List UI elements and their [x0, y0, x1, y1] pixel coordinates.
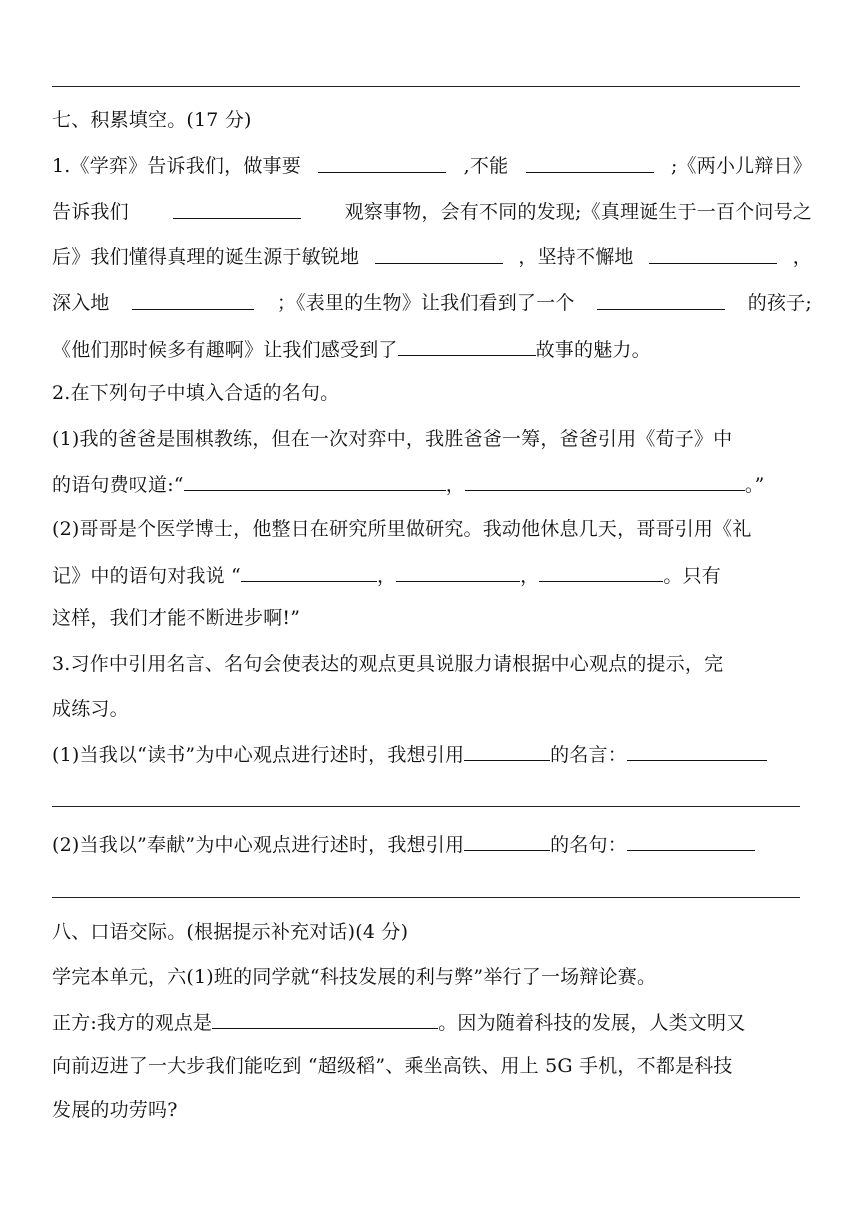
- fill-blank[interactable]: [464, 742, 550, 761]
- section-8-heading: 八、口语交际。(根据提示补充对话)(4 分): [52, 921, 409, 943]
- q3-text: 的名言：: [550, 744, 627, 766]
- q2-sub1-line-1: [52, 427, 812, 451]
- q2-text: (1)我的爸爸是围棋教练，但在一次对弈中，我胜爸爸一筹，爸爸引用《荀子》中: [52, 428, 733, 450]
- q3-text: 的名句：: [550, 834, 627, 856]
- fill-blank[interactable]: [627, 832, 755, 851]
- fill-blank[interactable]: [627, 742, 767, 761]
- fill-blank[interactable]: [539, 563, 663, 582]
- q1-text: ，: [792, 246, 812, 268]
- q2-sub2-line-2: [52, 563, 812, 588]
- fill-blank[interactable]: [184, 472, 446, 491]
- answer-line[interactable]: [52, 806, 800, 807]
- answer-line[interactable]: [52, 897, 800, 898]
- q3-text: (2)当我以”奉献”为中心观点进行述时，我想引用: [52, 834, 465, 856]
- q1-text: 故事的魅力。: [535, 339, 651, 361]
- q2-text: ，: [520, 565, 540, 587]
- section-8-line-2: [52, 1054, 812, 1078]
- q2-text: 。只有: [663, 565, 721, 587]
- fill-blank[interactable]: [465, 472, 745, 491]
- q1-text: 《他们那时候多有趣啊》让我们感受到了: [52, 339, 398, 361]
- fill-blank[interactable]: [597, 291, 725, 310]
- fill-blank[interactable]: [173, 200, 301, 219]
- q3-line-2: 成练习。: [52, 698, 129, 720]
- q2-sub2-line-3: 这样，我们才能不断进步啊!”: [52, 607, 301, 629]
- q2-text: 的语句费叹道:“: [52, 474, 184, 496]
- section-7-heading: 七、积累填空。(17 分): [52, 109, 252, 131]
- fill-blank[interactable]: [526, 154, 654, 173]
- q2-text: (2)哥哥是个医学博士，他整日在研究所里做研究。我动他休息几天，哥哥引用《礼: [52, 518, 752, 540]
- q1-line-5: [52, 337, 812, 362]
- section-8-intro: 学完本单元，六(1)班的同学就“科技发展的利与弊”举行了一场辩论赛。: [52, 966, 657, 988]
- q3-sub2-line: [52, 832, 812, 857]
- q3-line-1: [52, 652, 812, 676]
- q2-text: ，: [445, 474, 465, 496]
- q1-text: 的孩子;: [747, 292, 812, 314]
- q2-text: 记》中的语句对我说 “: [52, 565, 241, 587]
- fill-blank[interactable]: [212, 1010, 438, 1029]
- section-8-line-1: [52, 1010, 812, 1035]
- fill-blank[interactable]: [318, 154, 446, 173]
- q2-text: ，: [376, 565, 397, 587]
- fill-blank[interactable]: [464, 832, 550, 851]
- q2-text: 。”: [744, 474, 765, 496]
- q1-line-4: [52, 291, 812, 315]
- q1-text: 告诉我们: [52, 201, 129, 223]
- q1-text: 观察事物，会有不同的发现;《真理诞生于一百个问号之: [344, 201, 812, 223]
- fill-blank[interactable]: [375, 245, 503, 264]
- fill-blank[interactable]: [398, 337, 536, 356]
- q1-text: ；《表里的生物》让我们看到了一个: [276, 292, 575, 314]
- s8-text: 。因为随着科技的发展，人类文明又: [438, 1012, 746, 1034]
- q1-text: 1.《学弈》告诉我们，做事要: [52, 155, 301, 177]
- q2-title: 2.在下列句子中填入合适的名句。: [52, 382, 340, 404]
- q2-sub2-line-1: [52, 517, 812, 541]
- fill-blank[interactable]: [132, 291, 254, 310]
- q1-text: ,不能: [463, 155, 509, 177]
- fill-blank[interactable]: [649, 245, 777, 264]
- q1-text: 深入地: [52, 292, 110, 314]
- q1-line-3: [52, 245, 812, 269]
- q1-text: ，坚持不懈地: [518, 246, 634, 268]
- q3-text: (1)当我以“读书”为中心观点进行述时，我想引用: [52, 744, 465, 766]
- s8-text: 正方:我方的观点是: [52, 1012, 213, 1034]
- q3-sub1-line: [52, 742, 812, 767]
- answer-line: [52, 86, 800, 87]
- q2-sub1-line-2: [52, 472, 812, 497]
- q1-line-1: [52, 154, 812, 178]
- fill-blank[interactable]: [241, 563, 377, 582]
- q1-text: 后》我们懂得真理的诞生源于敏锐地: [52, 246, 360, 268]
- section-8-line-3: 发展的功劳吗?: [52, 1099, 178, 1121]
- q3-text: 3.习作中引用名言、名句会使表达的观点更具说服力请根据中心观点的提示，完: [52, 653, 724, 675]
- q1-line-2: [52, 200, 812, 224]
- fill-blank[interactable]: [396, 563, 520, 582]
- q1-text: ;《两小儿辩日》: [670, 155, 812, 177]
- s8-text: 向前迈进了一大步我们能吃到 “超级稻”、乘坐高铁、用上 5G 手机，不都是科技: [52, 1055, 733, 1077]
